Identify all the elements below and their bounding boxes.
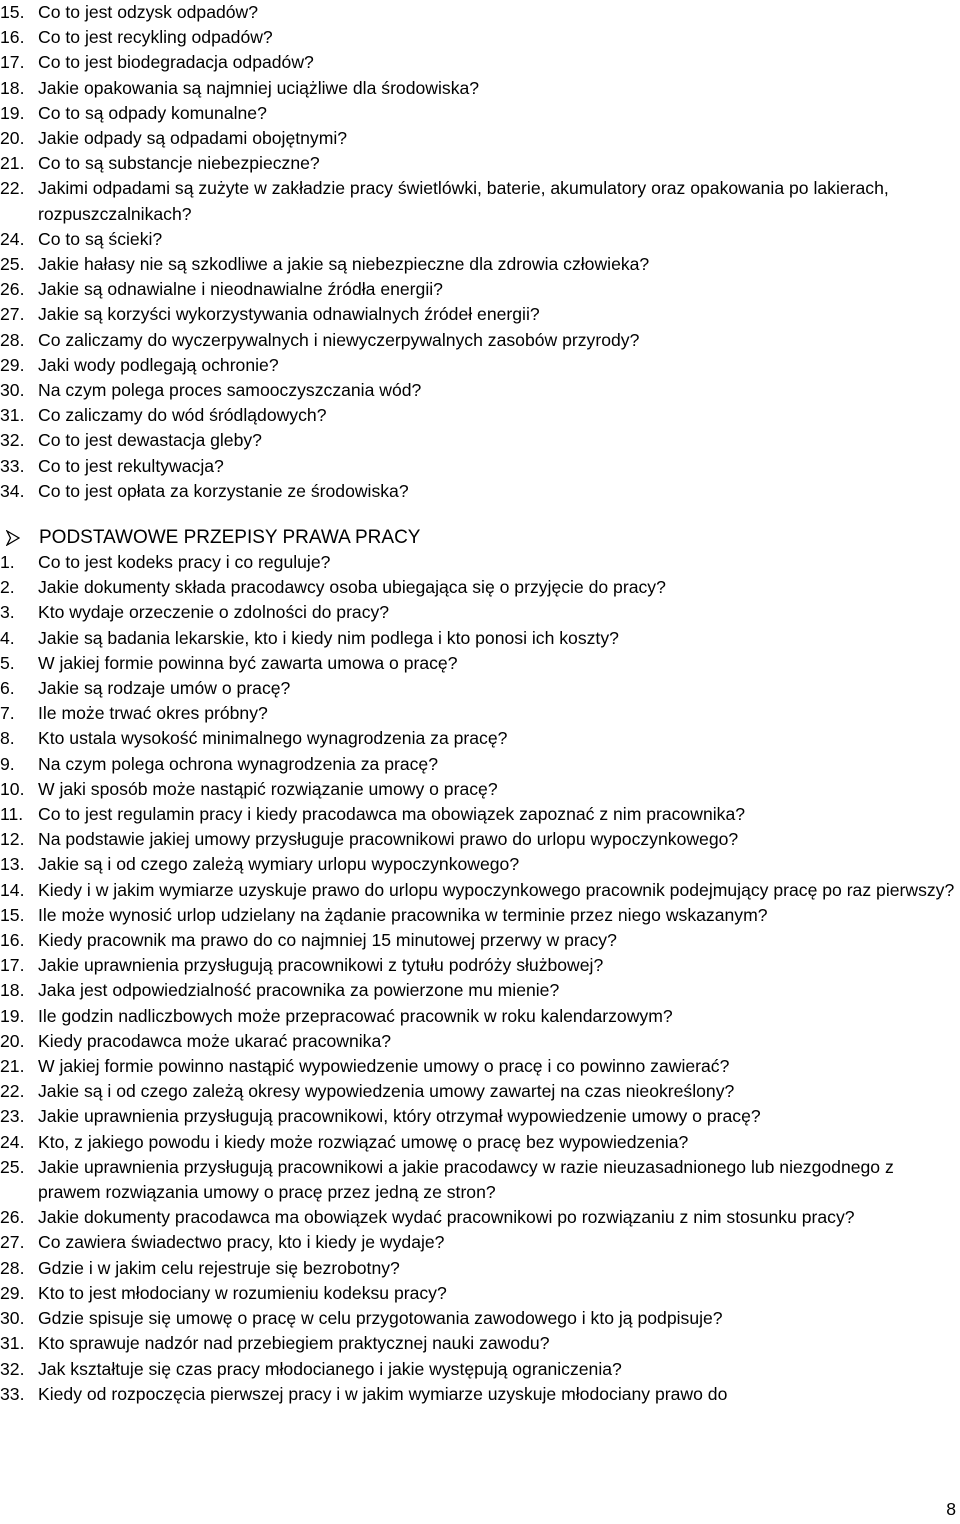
item-number: 15. <box>0 2 25 22</box>
item-text: Jakie uprawnienia przysługują pracownikowi, który otrzymał wypowiedzenie umowy o pracę? <box>38 1106 761 1127</box>
item-text: Na czym polega ochrona wynagrodzenia za pracę? <box>38 753 439 774</box>
list-item <box>0 626 960 651</box>
list-item <box>0 600 960 625</box>
list-item <box>0 676 960 701</box>
item-text: Jakie są odnawialne i nieodnawialne źródła energii? <box>38 279 443 300</box>
list-item <box>0 126 940 151</box>
item-text: Jakie hałasy nie są szkodliwe a jakie są niebezpieczne dla zdrowia człowieka? <box>38 254 650 275</box>
item-text: Kto ustala wysokość minimalnego wynagrodzenia za pracę? <box>38 728 508 749</box>
list-item <box>0 353 940 378</box>
item-text: Co to jest kodeks pracy i co reguluje? <box>38 552 331 572</box>
item-text: W jakiej formie powinna być zawarta umowa o pracę? <box>38 652 458 673</box>
item-number: 26. <box>0 1207 25 1228</box>
list-item <box>0 378 940 403</box>
list-item <box>0 726 960 751</box>
list-item <box>0 752 960 777</box>
arrowhead-bullet-icon <box>6 530 39 546</box>
item-text: Jaki wody podlegają ochronie? <box>38 354 279 375</box>
item-text: Co zawiera świadectwo pracy, kto i kiedy je wydaje? <box>38 1232 445 1253</box>
item-text: Co to są ścieki? <box>38 228 163 249</box>
item-text: Na czym polega proces samooczyszczania wód? <box>38 380 422 401</box>
item-number: 33. <box>0 1383 25 1404</box>
item-text: Ile może trwać okres próbny? <box>38 703 268 724</box>
item-text: Kto sprawuje nadzór nad przebiegiem praktycznej nauki zawodu? <box>38 1333 550 1354</box>
item-text: Co to są substancje niebezpieczne? <box>38 153 320 174</box>
item-number: 20. <box>0 128 25 149</box>
item-text: Co to jest rekultywacja? <box>38 455 224 476</box>
item-number: 12. <box>0 829 25 850</box>
list-item <box>0 25 940 50</box>
item-text: Na podstawie jakiej umowy przysługuje pracownikowi prawo do urlopu wypoczynkowego? <box>38 829 739 850</box>
list-item <box>0 101 940 126</box>
item-number: 6. <box>0 678 15 699</box>
page-number: 8 <box>946 1499 956 1519</box>
item-text: Kiedy i w jakim wymiarze uzyskuje prawo do urlopu wypoczynkowego pracownik podejmujący pracę po raz pierwszy? <box>38 879 955 900</box>
list-item <box>0 802 960 827</box>
item-text: Jakie dokumenty pracodawca ma obowiązek wydać pracownikowi po rozwiązaniu z nim stosunku pracy? <box>38 1207 855 1228</box>
item-number: 5. <box>0 652 15 673</box>
list-item <box>0 878 960 903</box>
list-item <box>0 454 940 479</box>
list-item <box>0 1281 960 1306</box>
item-number: 19. <box>0 102 25 123</box>
list-item <box>0 978 960 1003</box>
item-text: Ile może wynosić urlop udzielany na żądanie pracownika w terminie przez niego wskazanym? <box>38 904 768 925</box>
list-item <box>0 550 960 575</box>
item-text: Jakie są korzyści wykorzystywania odnawialnych źródeł energii? <box>38 304 540 325</box>
list-item <box>0 1079 960 1104</box>
list-item <box>0 403 940 428</box>
section-heading-text: PODSTAWOWE PRZEPISY PRAWA PRACY <box>39 527 421 548</box>
item-text: Jakie uprawnienia przysługują pracownikowi z tytułu podróży służbowej? <box>38 955 604 976</box>
item-number: 29. <box>0 1282 25 1303</box>
item-number: 24. <box>0 1131 25 1152</box>
list-item <box>0 252 940 277</box>
item-text: Co to jest biodegradacja odpadów? <box>38 52 314 73</box>
list-item <box>0 1331 960 1356</box>
section-heading <box>6 525 420 551</box>
list-item <box>0 827 960 852</box>
item-number: 30. <box>0 380 25 401</box>
item-number: 21. <box>0 1056 25 1077</box>
item-text: Kiedy pracownik ma prawo do co najmniej 15 minutowej przerwy w pracy? <box>38 930 617 951</box>
item-number: 26. <box>0 279 25 300</box>
list-item <box>0 903 960 928</box>
item-number: 30. <box>0 1308 25 1329</box>
list-item <box>0 1256 960 1281</box>
list-item <box>0 1382 960 1407</box>
item-text: Kto to jest młodociany w rozumieniu kodeksu pracy? <box>38 1282 447 1303</box>
item-number: 9. <box>0 753 15 774</box>
list-item <box>0 1054 960 1079</box>
list-item <box>0 428 940 453</box>
item-text: Gdzie i w jakim celu rejestruje się bezrobotny? <box>38 1257 400 1278</box>
item-number: 17. <box>0 52 25 73</box>
item-number: 19. <box>0 1005 25 1026</box>
item-text: Co to są odpady komunalne? <box>38 102 267 123</box>
item-number: 24. <box>0 228 25 249</box>
item-text: Jakie odpady są odpadami obojętnymi? <box>38 128 348 149</box>
item-number: 32. <box>0 1358 25 1379</box>
item-text: Ile godzin nadliczbowych może przepracować pracownik w roku kalendarzowym? <box>38 1005 673 1026</box>
item-text: Jakie dokumenty składa pracodawcy osoba ubiegająca się o przyjęcie do pracy? <box>38 577 666 598</box>
item-number: 2. <box>0 577 15 598</box>
list-item <box>0 479 940 504</box>
item-text: Co zaliczamy do wód śródlądowych? <box>38 405 327 426</box>
list-item <box>0 1029 960 1054</box>
item-number: 31. <box>0 405 25 426</box>
item-number: 8. <box>0 728 15 749</box>
list-item <box>0 1104 960 1129</box>
item-number: 31. <box>0 1333 25 1354</box>
item-text: Kiedy od rozpoczęcia pierwszej pracy i w jakim wymiarze uzyskuje młodociany prawo do <box>38 1383 728 1404</box>
list-item <box>0 701 960 726</box>
list-item <box>0 928 960 953</box>
list-item <box>0 328 940 353</box>
item-number: 4. <box>0 627 15 648</box>
item-number: 16. <box>0 27 25 48</box>
list-item <box>0 777 960 802</box>
item-number: 3. <box>0 602 15 623</box>
item-text: Kto, z jakiego powodu i kiedy może rozwiązać umowę o pracę bez wypowiedzenia? <box>38 1131 689 1152</box>
list-item <box>0 1004 960 1029</box>
item-number: 18. <box>0 77 25 98</box>
item-number: 11. <box>0 804 24 825</box>
list-item <box>0 76 940 101</box>
item-text: Jakie uprawnienia przysługują pracownikowi a jakie pracodawcy w razie nieuzasadnionego lub niezgodnego z prawem rozwiązania umowy o pracę przez jedną ze stron? <box>38 1156 894 1203</box>
list-item <box>0 1155 960 1205</box>
item-number: 15. <box>0 904 25 925</box>
item-text: Co to jest regulamin pracy i kiedy pracodawca ma obowiązek zapoznać z nim pracownika? <box>38 804 746 825</box>
item-number: 21. <box>0 153 25 174</box>
item-text: Co to jest dewastacja gleby? <box>38 430 262 451</box>
item-number: 32. <box>0 430 25 451</box>
list-item <box>0 1205 960 1230</box>
item-number: 13. <box>0 854 25 875</box>
item-number: 29. <box>0 354 25 375</box>
list-item <box>0 575 960 600</box>
item-number: 20. <box>0 1030 25 1051</box>
item-number: 34. <box>0 480 25 501</box>
list-item <box>0 1130 960 1155</box>
item-text: Kto wydaje orzeczenie o zdolności do pracy? <box>38 602 390 623</box>
item-number: 22. <box>0 1081 25 1102</box>
list-item <box>0 0 940 25</box>
list-item <box>0 151 940 176</box>
item-number: 17. <box>0 955 25 976</box>
item-text: Jak kształtuje się czas pracy młodocianego i jakie występują ograniczenia? <box>38 1358 622 1379</box>
item-text: Co zaliczamy do wyczerpywalnych i niewyczerpywalnych zasobów przyrody? <box>38 329 640 350</box>
list-item <box>0 50 940 75</box>
list-item <box>0 953 960 978</box>
list-item <box>0 852 960 877</box>
item-text: Jakie opakowania są najmniej uciążliwe dla środowiska? <box>38 77 480 98</box>
item-text: W jakiej formie powinno nastąpić wypowiedzenie umowy o pracę i co powinno zawierać? <box>38 1056 730 1077</box>
item-text: Kiedy pracodawca może ukarać pracownika? <box>38 1030 392 1051</box>
item-number: 27. <box>0 1232 25 1253</box>
item-text: Jakie są i od czego zależą okresy wypowiedzenia umowy zawartej na czas nieokreślony? <box>38 1081 735 1102</box>
item-text: Co to jest odzysk odpadów? <box>38 2 259 22</box>
item-number: 14. <box>0 879 25 900</box>
list-item <box>0 176 940 226</box>
list-item <box>0 302 940 327</box>
question-list-environment <box>0 0 940 504</box>
item-text: Jakimi odpadami są zużyte w zakładzie pracy świetlówki, baterie, akumulatory oraz opakowania po lakierach, rozpuszczalnikach? <box>38 178 889 224</box>
item-number: 28. <box>0 329 25 350</box>
list-item <box>0 651 960 676</box>
item-number: 7. <box>0 703 15 724</box>
item-number: 25. <box>0 254 25 275</box>
item-number: 33. <box>0 455 25 476</box>
item-number: 27. <box>0 304 25 325</box>
question-list-labor-law <box>0 550 960 1407</box>
item-number: 28. <box>0 1257 25 1278</box>
item-number: 1. <box>0 552 15 572</box>
item-text: Gdzie spisuje się umowę o pracę w celu przygotowania zawodowego i kto ją podpisuje? <box>38 1308 723 1329</box>
list-item <box>0 1306 960 1331</box>
item-number: 10. <box>0 778 25 799</box>
item-text: Jaka jest odpowiedzialność pracownika za powierzone mu mienie? <box>38 980 560 1001</box>
item-text: Jakie są badania lekarskie, kto i kiedy nim podlega i kto ponosi ich koszty? <box>38 627 619 648</box>
item-text: W jaki sposób może nastąpić rozwiązanie umowy o pracę? <box>38 778 498 799</box>
item-text: Co to jest opłata za korzystanie ze środowiska? <box>38 480 409 501</box>
list-item <box>0 227 940 252</box>
item-number: 18. <box>0 980 25 1001</box>
item-text: Jakie są rodzaje umów o pracę? <box>38 678 291 699</box>
item-number: 22. <box>0 178 25 199</box>
list-item <box>0 1230 960 1255</box>
item-number: 25. <box>0 1156 25 1177</box>
item-number: 23. <box>0 1106 25 1127</box>
list-item <box>0 277 940 302</box>
item-text: Jakie są i od czego zależą wymiary urlopu wypoczynkowego? <box>38 854 520 875</box>
list-item <box>0 1357 960 1382</box>
item-number: 16. <box>0 930 25 951</box>
item-text: Co to jest recykling odpadów? <box>38 27 273 48</box>
